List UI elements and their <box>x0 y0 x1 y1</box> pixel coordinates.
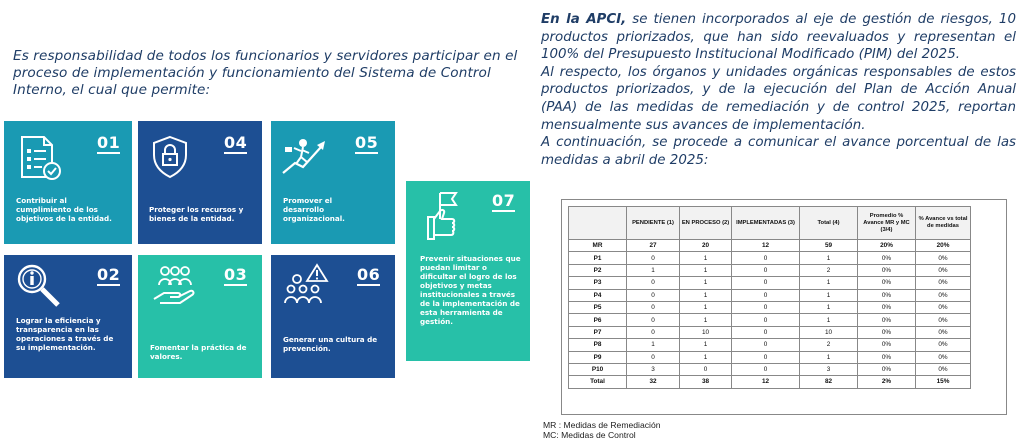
table-row <box>569 339 971 351</box>
table-cell: 0 <box>627 301 680 313</box>
table-cell: 1 <box>680 289 732 301</box>
table-header: PENDIENTE (1) <box>627 207 680 240</box>
table-cell: 0% <box>916 301 971 313</box>
table-cell: 10 <box>800 326 858 338</box>
paragraph-2: Al respecto, los órganos y unidades orgánicas responsables de estos productos priorizados, y de la ejecución del Plan de Acción Anual (PAA) de las medidas de remediación y de control 2025, reportan mensualmente sus avances de implementación. <box>541 64 1016 133</box>
table-cell: 0% <box>858 301 916 313</box>
table-cell: 0% <box>858 314 916 326</box>
row-label: P2 <box>569 264 627 276</box>
table-cell: 0% <box>916 314 971 326</box>
table-header-row <box>569 207 971 240</box>
table-cell: 12 <box>732 376 800 388</box>
table-cell: 0% <box>916 351 971 363</box>
table-cell: 2 <box>800 264 858 276</box>
table-cell: 0% <box>858 277 916 289</box>
table-header <box>569 207 627 240</box>
table-cell: 0 <box>732 252 800 264</box>
paragraph-rest: se tienen incorporados al eje de gestión de riesgos, 10 productos priorizados, que han sido reevaluados y representan el 100% del Presupuesto Institucional Modificado (PIM) del 2025. <box>541 12 1016 63</box>
people-hand-icon <box>150 263 200 307</box>
table-cell: 0% <box>916 363 971 375</box>
table-cell: 20% <box>858 240 916 252</box>
table-cell: 20 <box>680 240 732 252</box>
table-header: EN PROCESO (2) <box>680 207 732 240</box>
row-label: P8 <box>569 339 627 351</box>
table-row <box>569 240 971 252</box>
table-cell: 10 <box>680 326 732 338</box>
tile-number: 05 <box>355 133 379 152</box>
table-row <box>569 289 971 301</box>
tile-text: Generar una cultura de prevención. <box>283 335 378 353</box>
people-warning-icon <box>283 263 335 307</box>
paragraph-3: A continuación, se procede a comunicar el avance porcentual de las medidas a abril de 2025: <box>541 135 1016 168</box>
table-cell: 1 <box>627 339 680 351</box>
row-label: P9 <box>569 351 627 363</box>
progress-table <box>568 206 971 389</box>
legend-mr: MR : Medidas de Remediación <box>543 420 661 430</box>
row-label: MR <box>569 240 627 252</box>
tile-02 <box>4 255 132 378</box>
intro-paragraph: Es responsabilidad de todos los funcionarios y servidores participar en el proceso de implementación y funcionamiento del Sistema de Control Interno, el cual que permite: <box>13 48 518 98</box>
table-cell: 0 <box>627 314 680 326</box>
table-cell: 0 <box>627 277 680 289</box>
table-row <box>569 363 971 375</box>
table-row <box>569 301 971 313</box>
tile-text: Proteger los recursos y bienes de la entidad. <box>149 205 244 223</box>
tile-number: 07 <box>492 191 516 210</box>
table-cell: 1 <box>680 264 732 276</box>
checklist-icon <box>18 135 62 181</box>
row-label: P6 <box>569 314 627 326</box>
right-description <box>541 11 1016 169</box>
table-cell: 82 <box>800 376 858 388</box>
table-cell: 1 <box>680 351 732 363</box>
table-cell: 1 <box>680 301 732 313</box>
table-cell: 1 <box>680 277 732 289</box>
tile-text: Fomentar la práctica de valores. <box>150 343 247 361</box>
table-cell: 0% <box>916 326 971 338</box>
legend-mc: MC: Medidas de Control <box>543 430 636 440</box>
table-cell: 3 <box>800 363 858 375</box>
table-cell: 1 <box>800 301 858 313</box>
table-cell: 27 <box>627 240 680 252</box>
table-cell: 1 <box>680 314 732 326</box>
table-cell: 0 <box>680 363 732 375</box>
table-cell: 0 <box>732 264 800 276</box>
row-label: P7 <box>569 326 627 338</box>
tile-01 <box>4 121 132 244</box>
table-cell: 0 <box>627 289 680 301</box>
table-cell: 2 <box>800 339 858 351</box>
table-row <box>569 376 971 388</box>
tile-number: 04 <box>224 133 248 152</box>
table-cell: 0 <box>732 301 800 313</box>
table-cell: 0% <box>858 252 916 264</box>
table-legend <box>543 420 661 440</box>
table-cell: 0 <box>732 339 800 351</box>
table-cell: 2% <box>858 376 916 388</box>
tile-number: 03 <box>224 265 248 284</box>
tile-07 <box>406 181 530 361</box>
table-cell: 0 <box>732 351 800 363</box>
table-cell: 0% <box>858 326 916 338</box>
row-label: P5 <box>569 301 627 313</box>
tile-text: Prevenir situaciones que puedan limitar o dificultar el logro de los objetivos y metas institucionales a través de la implementación de esta herramienta de gestión. <box>420 254 521 326</box>
table-cell: 1 <box>800 252 858 264</box>
growth-runner-icon <box>281 133 337 177</box>
table-cell: 0% <box>916 289 971 301</box>
table-cell: 1 <box>680 339 732 351</box>
table-cell: 0 <box>732 289 800 301</box>
table-cell: 0 <box>627 326 680 338</box>
table-cell: 0 <box>732 363 800 375</box>
tile-03 <box>138 255 262 378</box>
table-cell: 0% <box>916 339 971 351</box>
row-label: P10 <box>569 363 627 375</box>
tile-05 <box>271 121 395 244</box>
table-cell: 0% <box>858 363 916 375</box>
tile-text: Contribuir al cumplimiento de los objetivos de la entidad. <box>16 196 112 223</box>
table-cell: 59 <box>800 240 858 252</box>
table-header: Total (4) <box>800 207 858 240</box>
table-cell: 1 <box>627 264 680 276</box>
tile-text: Promover el desarrollo organizacional. <box>283 196 345 223</box>
paragraph-lead: En la APCI, <box>541 12 627 27</box>
table-row <box>569 314 971 326</box>
row-label: Total <box>569 376 627 388</box>
paragraph-1 <box>541 11 1016 64</box>
table-cell: 0% <box>858 289 916 301</box>
table-header: IMPLEMENTADAS (3) <box>732 207 800 240</box>
table-row <box>569 326 971 338</box>
table-cell: 3 <box>627 363 680 375</box>
table-cell: 0% <box>916 264 971 276</box>
hand-flag-icon <box>418 189 464 241</box>
row-label: P4 <box>569 289 627 301</box>
table-cell: 12 <box>732 240 800 252</box>
tile-number: 02 <box>97 265 121 284</box>
table-cell: 0% <box>858 351 916 363</box>
table-cell: 1 <box>800 289 858 301</box>
table-header: Promedio % Avance MR y MC (3/4) <box>858 207 916 240</box>
table-cell: 0 <box>732 326 800 338</box>
tile-number: 01 <box>97 133 121 152</box>
row-label: P1 <box>569 252 627 264</box>
table-cell: 0 <box>627 252 680 264</box>
table-cell: 0% <box>916 252 971 264</box>
table-cell: 1 <box>680 252 732 264</box>
table-cell: 0% <box>858 264 916 276</box>
table-cell: 0% <box>858 339 916 351</box>
table-cell: 0 <box>627 351 680 363</box>
table-cell: 0 <box>732 277 800 289</box>
tile-number: 06 <box>357 265 381 284</box>
row-label: P3 <box>569 277 627 289</box>
tile-06 <box>271 255 395 378</box>
table-cell: 0 <box>732 314 800 326</box>
magnifier-info-icon <box>14 261 64 309</box>
table-cell: 1 <box>800 351 858 363</box>
table-cell: 38 <box>680 376 732 388</box>
table-header: % Avance vs total de medidas <box>916 207 971 240</box>
table-frame <box>561 199 1007 415</box>
table-row <box>569 351 971 363</box>
table-cell: 15% <box>916 376 971 388</box>
shield-lock-icon <box>150 135 190 179</box>
table-cell: 32 <box>627 376 680 388</box>
table-cell: 1 <box>800 277 858 289</box>
table-row <box>569 277 971 289</box>
table-cell: 20% <box>916 240 971 252</box>
tile-04 <box>138 121 262 244</box>
table-cell: 0% <box>916 277 971 289</box>
table-row <box>569 252 971 264</box>
table-cell: 1 <box>800 314 858 326</box>
tile-text: Lograr la eficiencia y transparencia en las operaciones a través de su implementación. <box>16 316 114 352</box>
table-row <box>569 264 971 276</box>
